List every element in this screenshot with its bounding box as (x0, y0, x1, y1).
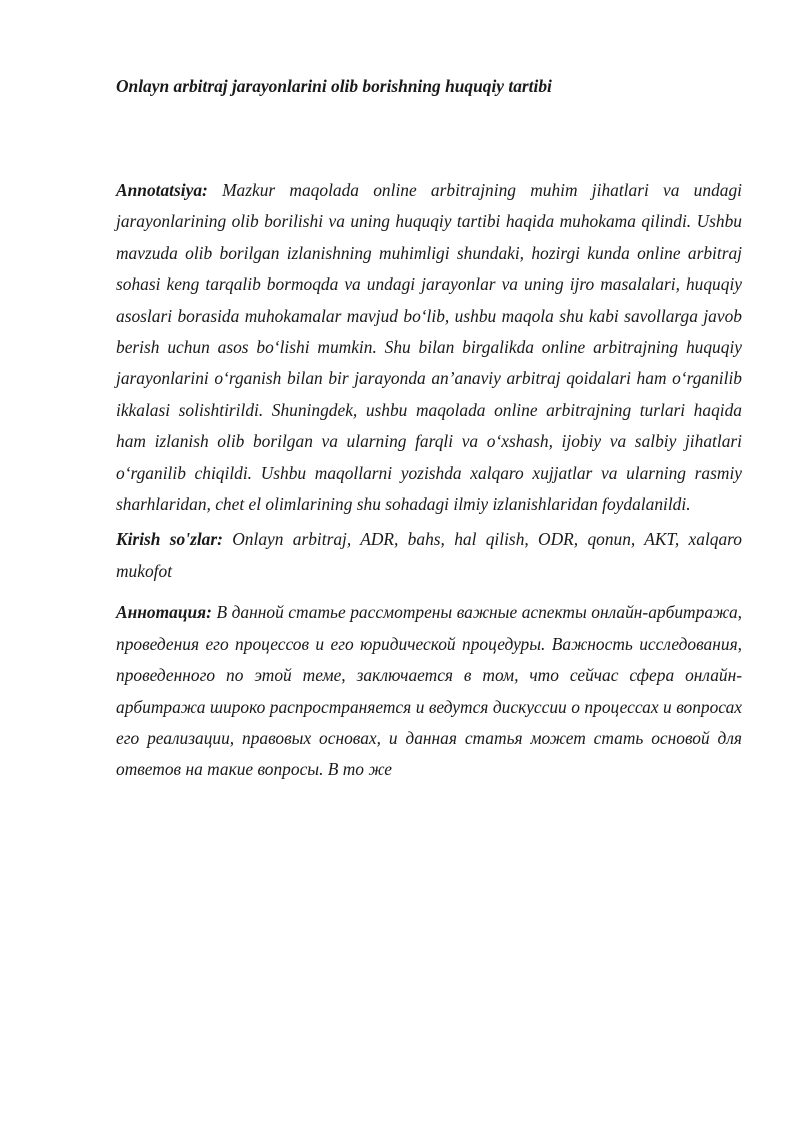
keywords-text: Onlayn arbitraj, ADR, bahs, hal qilish, ODR, qonun, AKT, xalqaro mukofot (116, 529, 742, 581)
annotation-ru-label: Аннотация: (116, 602, 212, 623)
annotation-uz-label: Annotatsiya: (116, 180, 208, 200)
annotation-uz (116, 175, 742, 520)
annotation-ru (116, 597, 742, 785)
document-body (116, 73, 742, 786)
annotation-uz-text: Mazkur maqolada online arbitrajning muhim jihatlari va undagi jarayonlarining olib borilishi va uning huquqiy tartibi haqida muhokama qilindi. Ushbu mavzuda olib borilgan izlanishning muhimligi shundaki, hozirgi kunda online arbitraj sohasi keng tarqalib bormoqda va undagi jarayonlar va uning ijro masalalari, huquqiy asoslari borasida muhokamalar mavjud bo‘lib, ushbu maqola shu kabi savollarga javob berish uchun asos bo‘lishi mumkin. Shu bilan birgalikda online arbitrajning huquqiy jarayonlarini o‘rganish bilan bir jarayonda an’anaviy arbitraj qoidalari ham o‘rganilib ikkalasi solishtirildi. Shuningdek, ushbu maqolada online arbitrajning turlari haqida ham izlanish olib borilgan va ularning farqli va o‘xshash, ijobiy va salbiy jihatlari o‘rganilib chiqildi. Ushbu maqollarni yozishda xalqaro xujjatlar va ularning rasmiy sharhlaridan, chet el olimlarining shu sohadagi ilmiy izlanishlaridan foydalanildi. (116, 180, 742, 515)
annotation-ru-text: В данной статье рассмотрены важные аспекты онлайн-арбитража, проведения его процессов и его юридической процедуры. Важность исследования, проведенного по этой теме, заключается в том, что сейчас сфера онлайн-арбитража широко распространяется и ведутся дискуссии о процессах и вопросах его реализации, правовых основах, и данная статья может стать основой для ответов на такие вопросы. В то же (116, 602, 742, 780)
keywords (116, 524, 742, 587)
document-title: Onlayn arbitraj jarayonlarini olib borishning huquqiy tartibi (116, 76, 552, 96)
keywords-label: Kirish so'zlar: (116, 529, 223, 550)
